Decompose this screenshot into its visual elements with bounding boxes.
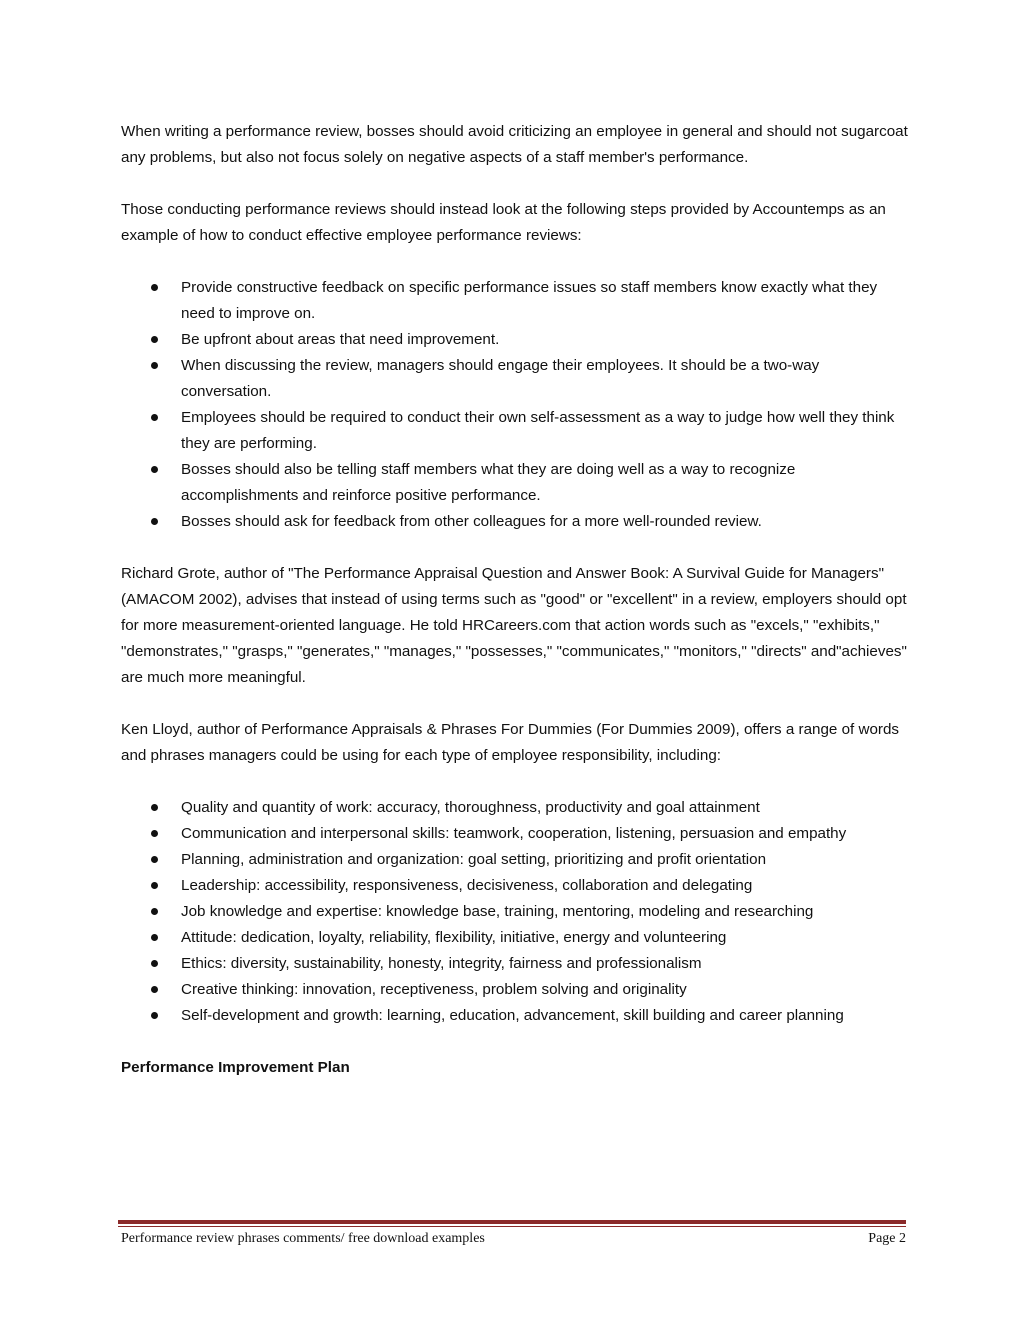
bullet-icon [151,336,158,343]
list-item-text: Leadership: accessibility, responsiveness, decisiveness, collaboration and delegating [181,877,753,894]
list-item-text: Be upfront about areas that need improvement. [181,331,500,348]
bullet-icon [151,882,158,889]
bullet-icon [151,934,158,941]
paragraph-intro: When writing a performance review, bosses should avoid criticizing an employee in general and should not sugarcoat any problems, but also not focus solely on negative aspects of a staff member's performance. [121,123,908,166]
list-item [121,457,911,509]
list-item-text: When discussing the review, managers should engage their employees. It should be a two-way conversation. [181,357,820,400]
footer-title: Performance review phrases comments/ free download examples [121,1231,485,1246]
list-item-text: Bosses should also be telling staff members what they are doing well as a way to recognize accomplishments and reinforce positive performance. [181,461,796,504]
steps-list [121,275,911,535]
list-item [121,327,911,353]
section-heading: Performance Improvement Plan [121,1059,350,1076]
list-item [121,509,911,535]
bullet-icon [151,960,158,967]
list-item [121,977,911,1003]
list-item [121,873,911,899]
paragraph-steps-intro: Those conducting performance reviews should instead look at the following steps provided by Accountemps as an example of how to conduct effective employee performance reviews: [121,201,886,244]
list-item-text: Ethics: diversity, sustainability, honesty, integrity, fairness and professionalism [181,955,702,972]
bullet-icon [151,830,158,837]
list-item-text: Job knowledge and expertise: knowledge base, training, mentoring, modeling and researching [181,903,814,920]
bullet-icon [151,362,158,369]
bullet-icon [151,518,158,525]
bullet-icon [151,284,158,291]
responsibilities-list [121,795,911,1029]
bullet-icon [151,804,158,811]
bullet-icon [151,908,158,915]
list-item-text: Employees should be required to conduct their own self-assessment as a way to judge how well they think they are performing. [181,409,895,452]
bullet-icon [151,856,158,863]
page-number: Page 2 [868,1231,906,1246]
list-item-text: Quality and quantity of work: accuracy, thoroughness, productivity and goal attainment [181,799,760,816]
list-item-text: Bosses should ask for feedback from other colleagues for a more well-rounded review. [181,513,762,530]
list-item [121,899,911,925]
footer-rule-thin [118,1226,906,1227]
list-item-text: Creative thinking: innovation, receptiveness, problem solving and originality [181,981,687,998]
list-item-text: Attitude: dedication, loyalty, reliability, flexibility, initiative, energy and volunteering [181,929,727,946]
list-item-text: Planning, administration and organization: goal setting, prioritizing and profit orientation [181,851,767,868]
footer-rule-thick [118,1220,906,1224]
list-item [121,951,911,977]
bullet-icon [151,466,158,473]
list-item [121,821,911,847]
list-item-text: Self-development and growth: learning, education, advancement, skill building and career planning [181,1007,844,1024]
list-item [121,925,911,951]
paragraph-grote: Richard Grote, author of "The Performance Appraisal Question and Answer Book: A Survival Guide for Managers" (AMACOM 2002), advises that instead of using terms such as "good" or "excellent" in a review, employers should opt for more measurement-oriented language. He told HRCareers.com that action words such as "excels," "exhibits," "demonstrates," "grasps," "generates," "manages," "possesses," "communicates," "monitors," "directs" and"achieves" are much more meaningful. [121,565,907,686]
list-item-text: Provide constructive feedback on specific performance issues so staff members know exactly what they need to improve on. [181,279,878,322]
body-text [121,119,911,1081]
list-item [121,1003,911,1029]
paragraph-lloyd: Ken Lloyd, author of Performance Appraisals & Phrases For Dummies (For Dummies 2009), offers a range of words and phrases managers could be using for each type of employee responsibility, including: [121,721,899,764]
list-item [121,353,911,405]
list-item-text: Communication and interpersonal skills: teamwork, cooperation, listening, persuasion and empathy [181,825,847,842]
bullet-icon [151,1012,158,1019]
list-item [121,847,911,873]
bullet-icon [151,414,158,421]
list-item [121,275,911,327]
bullet-icon [151,986,158,993]
list-item [121,405,911,457]
list-item [121,795,911,821]
